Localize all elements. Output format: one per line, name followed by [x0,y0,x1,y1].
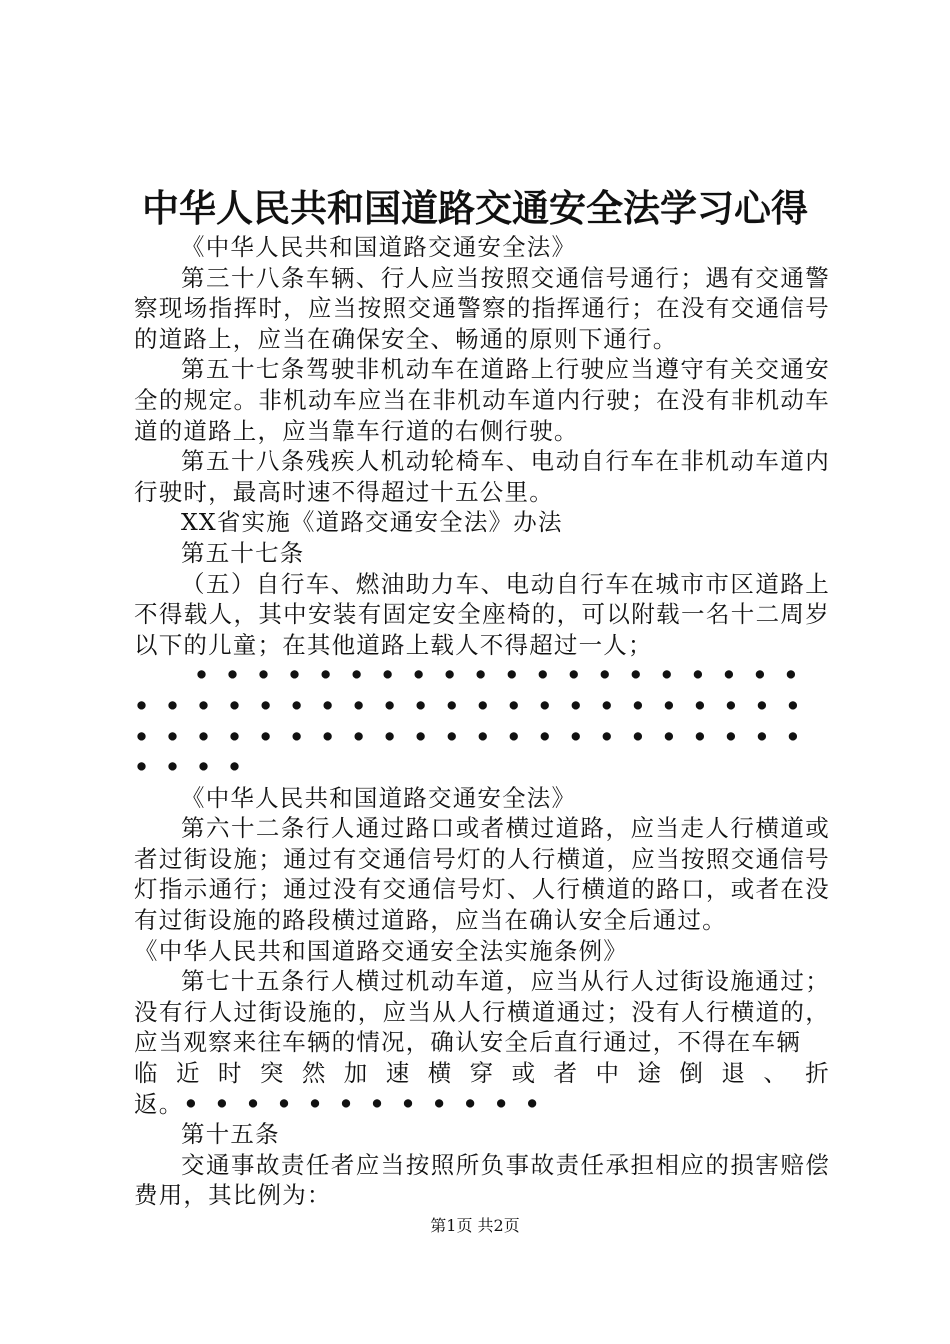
regulation-reference-heading: 《中华人民共和国道路交通安全法实施条例》 [134,936,628,965]
provincial-measures-heading: XX省实施《道路交通安全法》办法 [181,508,563,537]
article-57-heading: 第五十七条 [181,538,305,567]
article-75-ending-text: 返。 [134,1089,184,1118]
article-75-ending [134,1089,830,1120]
article-62-paragraph: 第六十二条行人通过路口或者横过道路，应当走人行横道或者过街设施；通过有交通信号灯的人行横道，应当按照交通信号灯指示通行；通过没有交通信号灯、人行横道的路口，或者在没有过街设施的路段横过道路，应当在确认安全后通过。 [134,814,830,935]
ellipsis-dots-short: •••••••••••• [183,1089,556,1118]
law-reference-heading: 《中华人民共和国道路交通安全法》 [181,233,577,261]
article-38-paragraph: 第三十八条车辆、行人应当按照交通信号通行；遇有交通警察现场指挥时，应当按照交通警察的指挥通行；在没有交通信号的道路上，应当在确保安全、畅通的原则下通行。 [134,263,830,353]
article-75-paragraph: 第七十五条行人横过机动车道，应当从行人过街设施通过；没有行人过街设施的，应当从人行横道通过；没有人行横道的，应当观察来往车辆的情况，确认安全后直行通过，不得在车辆 [134,967,830,1057]
article-75-continuation: 临近时突然加速横穿或者中途倒退、折 [134,1059,830,1088]
article-15-heading: 第十五条 [181,1120,280,1149]
page-footer: 第1页 共2页 [430,1216,520,1235]
article-58-paragraph: 第五十八条残疾人机动轮椅车、电动自行车在非机动车道内行驶时，最高时速不得超过十五公里。 [134,447,830,506]
ellipsis-dots-separator: •••••••••••••••••••••••••••••••••••••••••••••••••••••••••••••••••••• [134,661,817,782]
article-57-paragraph: 第五十七条驾驶非机动车在道路上行驶应当遵守有关交通安全的规定。非机动车应当在非机动车道内行驶；在没有非机动车道的道路上，应当靠车行道的右侧行驶。 [134,355,830,445]
document-body [134,232,830,1211]
law-reference-heading-2: 《中华人民共和国道路交通安全法》 [181,783,577,812]
document-title: 中华人民共和国道路交通安全法学习心得 [142,186,808,230]
clause-5-paragraph: （五）自行车、燃油助力车、电动自行车在城市市区道路上不得载人，其中安装有固定安全座椅的，可以附载一名十二周岁以下的儿童；在其他道路上载人不得超过一人； [134,569,830,659]
liability-paragraph: 交通事故责任者应当按照所负事故责任承担相应的损害赔偿费用，其比例为： [134,1150,830,1210]
